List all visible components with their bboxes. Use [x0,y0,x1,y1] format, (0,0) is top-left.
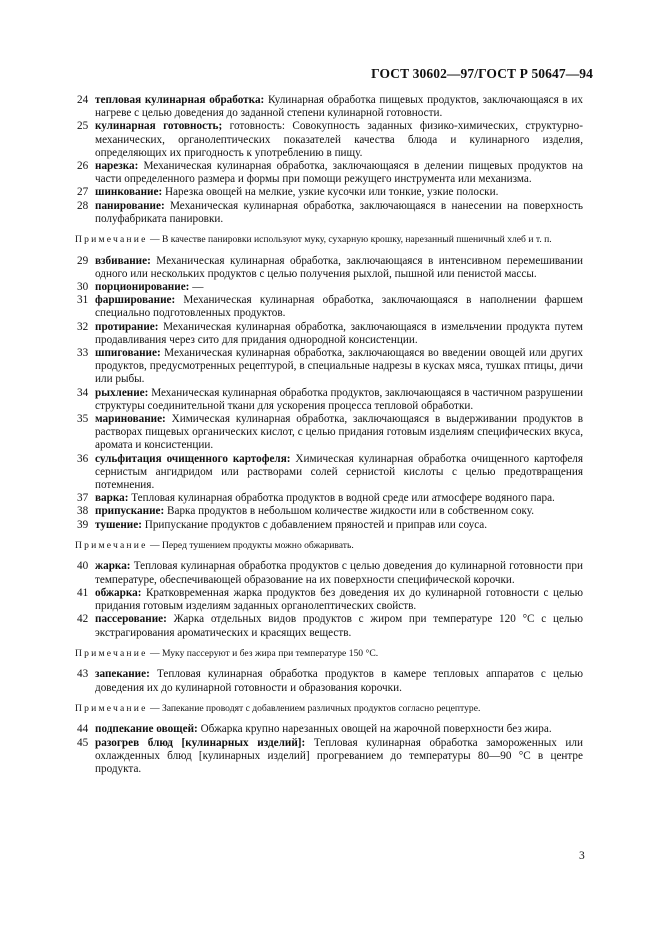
entry-term: протирание: [95,320,159,333]
entry-number: 44 [77,723,89,736]
entry-definition: — [189,281,204,294]
term-entry [75,160,583,186]
entry-number: 45 [77,736,89,749]
entry-definition: Кратковременная жарка продуктов без доведения их до кулинарной готовности с целью придания готовым изделиям заданных органолептических свойств. [95,586,583,613]
term-entry [75,200,583,226]
entry-definition: Химическая кулинарная обработка, заключающаяся в выдерживании продуктов в растворах пищевых органических кислот, с целью придания готовым изделиям специфических вкуса, аромата и консистенции. [95,413,583,452]
note-label: Примечание [75,234,148,246]
entry-number: 27 [77,186,89,199]
entry-number: 34 [77,386,89,399]
term-entry [75,294,583,320]
entry-definition: Механическая кулинарная обработка, заключающаяся в измельчении продукта путем продавливания через сито для придания однородной консистенции. [95,320,583,346]
entry-term: взбивание: [95,254,151,267]
entry-number: 36 [77,452,89,465]
entry-term: припускание: [95,505,165,518]
entry-number: 38 [77,505,89,518]
note-text: — Перед тушением продукты можно обжаривать. [147,539,354,551]
entry-definition: Припускание продуктов с добавлением пряностей и приправ или соуса. [141,518,488,531]
term-entry [75,347,583,387]
term-entry [75,255,583,281]
note-label: Примечание [75,702,148,714]
entry-term: запекание: [95,668,150,681]
term-entry [75,321,583,347]
term-entry [75,505,583,518]
term-entry [75,453,583,493]
term-entry [75,94,583,120]
entry-definition: Тепловая кулинарная обработка замороженных или охлажденных блюд [кулинарных изделий] прогреванием до температуры 80—90 °С в центре продукта. [95,736,583,775]
entry-definition: Механическая кулинарная обработка, заключающаяся во введении овощей или других продуктов, предусмотренных рецептурой, в специальные надрезы в кусках мяса, тушках птицы, дичи или рыбы. [95,347,583,386]
entry-number: 41 [77,586,89,599]
entry-definition: Варка продуктов в небольшом количестве жидкости или в собственном соку. [164,505,535,518]
term-entry [75,281,583,294]
entry-term: сульфитация очищенного картофеля: [95,452,291,465]
entry-definition: Механическая кулинарная обработка, заключающаяся в интенсивном перемешивании одного или нескольких продуктов с целью получения рыхлой, пышной или пенистой массы. [95,254,583,280]
entry-number: 31 [77,294,89,307]
entry-definition: Механическая кулинарная обработка, заключающаяся в наполнении фаршем специально подготовленных продуктов. [95,294,583,320]
term-entry [75,519,583,532]
entry-number: 25 [77,120,89,133]
entry-number: 42 [77,613,89,626]
entry-term: тепловая кулинарная обработка: [95,94,265,106]
document-body [75,94,583,776]
entry-term: обжарка: [95,586,142,599]
entry-number: 35 [77,413,89,426]
note-label: Примечание [75,647,148,659]
entry-term: тушение: [95,518,142,531]
entry-definition: Тепловая кулинарная обработка продуктов с целью доведения до кулинарной готовности при температуре, обеспечивающей образование на их поверхности специфической корочки. [95,560,583,586]
page-number: 3 [579,850,585,862]
note-text: — Муку пассеруют и без жира при температуре 150 °С. [147,647,379,659]
entry-number: 24 [77,94,89,106]
entry-definition: Тепловая кулинарная обработка продуктов в камере тепловых аппаратов с целью доведения их до кулинарной готовности и образования корочки. [95,668,583,694]
entry-number: 33 [77,347,89,360]
note-text: — В качестве панировки используют муку, сухарную крошку, нарезанный пшеничный хлеб и т. п. [147,234,552,246]
entry-definition: готовность: Совокупность заданных физико-химических, структурно-механических, органолептических показателей качества блюда и кулинарного изделия, определяющих их пригодность к употреблению в пищу. [95,120,583,159]
entry-definition: Механическая кулинарная обработка, заключающаяся в делении пищевых продуктов на части определенного размера и формы при помощи режущего инструмента или механизма. [95,160,583,186]
entry-number: 30 [77,281,89,294]
entry-term: пассерование: [95,613,167,626]
term-entry [75,613,583,639]
note [75,648,583,661]
entry-definition: Механическая кулинарная обработка продуктов, заключающаяся в частичном разрушении структуры соединительной ткани для ускорения процесса тепловой обработки. [95,386,583,412]
term-entry [75,560,583,586]
entry-number: 32 [77,320,89,333]
term-entry [75,587,583,613]
entry-term: кулинарная готовность; [95,120,223,133]
entry-term: подпекание овощей: [95,723,198,736]
entry-term: порционирование: [95,281,190,294]
entry-term: шинкование: [95,186,163,199]
entry-number: 37 [77,492,89,505]
entry-definition: Обжарка крупно нарезанных овощей на жарочной поверхности без жира. [197,723,552,736]
note-label: Примечание [75,539,148,551]
entry-term: нарезка: [95,160,139,173]
entry-definition: Кулинарная обработка пищевых продуктов, заключающаяся в их нагреве с целью доведения до заданной степени кулинарной готовности. [95,94,583,120]
entry-number: 29 [77,254,89,267]
term-entry [75,723,583,736]
note [75,703,583,716]
entry-definition: Механическая кулинарная обработка, заключающаяся в нанесении на поверхность полуфабриката панировки. [95,199,583,225]
entry-term: фарширование: [95,294,176,307]
note [75,540,583,553]
term-entry [75,387,583,413]
entry-definition: Химическая кулинарная обработка очищенного картофеля сернистым ангидридом или растворами солей сернистой кислоты с целью предотвращения потемнения. [95,452,583,492]
entry-term: жарка: [95,560,131,573]
entry-term: панирование: [95,199,165,212]
entry-number: 39 [77,518,89,531]
entry-term: разогрев блюд [кулинарных изделий]: [95,736,306,749]
entry-definition: Тепловая кулинарная обработка продуктов в водной среде или атмосфере водяного пара. [128,492,555,505]
entry-number: 43 [77,668,89,681]
term-entry [75,492,583,505]
entry-term: шпигование: [95,347,161,360]
term-entry [75,186,583,199]
term-entry [75,120,583,160]
entry-number: 40 [77,560,89,573]
entry-definition: Нарезка овощей на мелкие, узкие кусочки или тонкие, узкие полоски. [162,186,499,199]
page-header: ГОСТ 30602—97/ГОСТ Р 50647—94 [371,66,593,81]
entry-definition: Жарка отдельных видов продуктов с жиром при температуре 120 °С с целью экстрагирования ароматических и красящих веществ. [95,613,583,639]
entry-term: варка: [95,492,129,505]
entry-term: рыхление: [95,386,149,399]
term-entry [75,413,583,453]
term-entry [75,737,583,777]
entry-number: 26 [77,160,89,173]
note [75,234,583,247]
term-entry [75,668,583,694]
note-text: — Запекание проводят с добавлением различных продуктов согласно рецептуре. [147,702,481,714]
entry-number: 28 [77,199,89,212]
entry-term: маринование: [95,413,166,426]
